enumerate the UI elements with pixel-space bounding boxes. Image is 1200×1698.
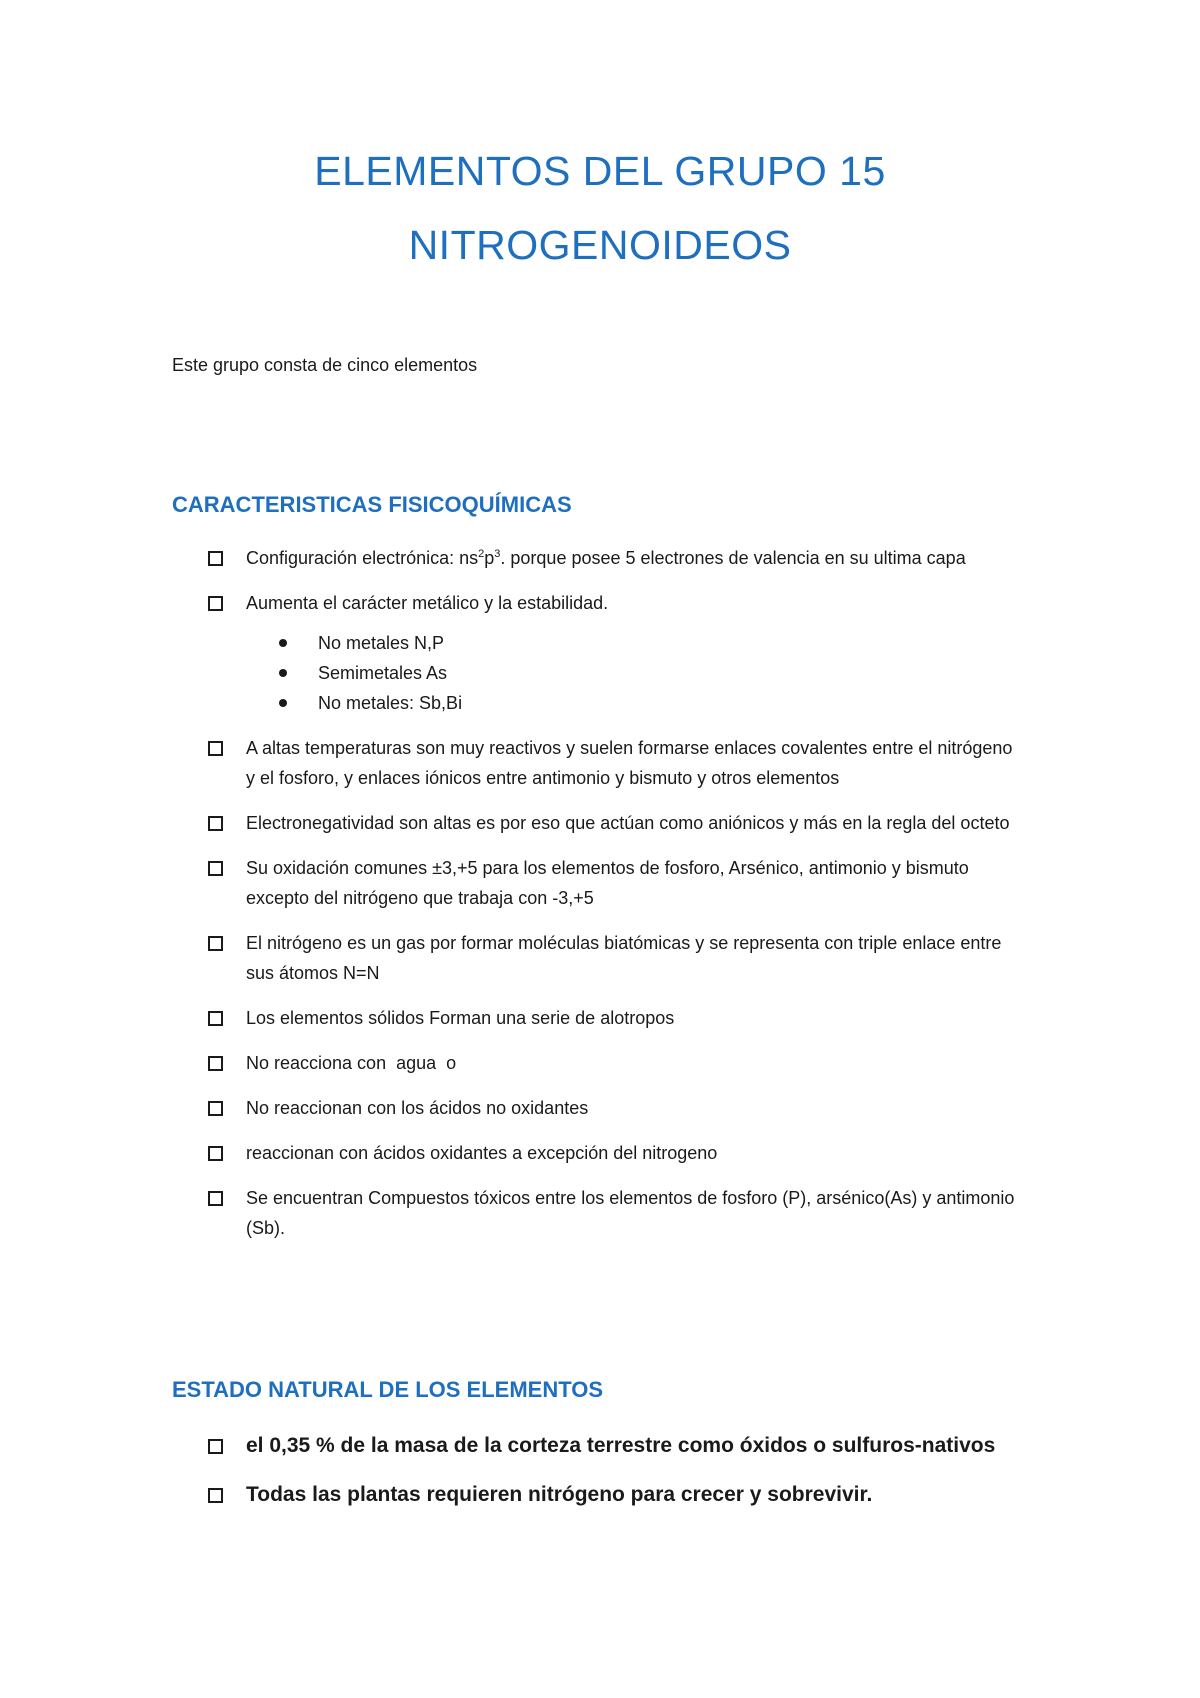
checklist-item-oxidation	[206, 853, 1026, 913]
checklist-item-text: A altas temperaturas son muy reactivos y suelen formarse enlaces covalentes entre el nitrógeno y el fosforo, y enlaces iónicos entre antimonio y bismuto y otros elementos	[246, 738, 1013, 788]
document-title-line1: ELEMENTOS DEL GRUPO 15	[314, 148, 886, 194]
checklist-item-nitrogen-gas	[206, 928, 1026, 988]
bullet-item-text: Semimetales As	[318, 663, 448, 683]
checkbox-icon	[208, 1101, 223, 1116]
checklist-item-oxidizing-acids	[206, 1138, 1026, 1168]
checklist-item-text: Todas las plantas requieren nitrógeno para crecer y sobrevivir.	[246, 1483, 873, 1506]
checkbox-icon	[208, 1191, 223, 1206]
bullet-icon	[279, 669, 287, 677]
bullet-icon	[279, 699, 287, 707]
document-title-line2: NITROGENOIDEOS	[408, 222, 792, 268]
section-heading-natural-state: ESTADO NATURAL DE LOS ELEMENTOS	[172, 1377, 604, 1402]
configuration-text-mid: p	[484, 548, 495, 568]
checklist-item-metallic-character	[206, 588, 1026, 718]
configuration-superscript-2: 3	[494, 548, 501, 560]
checklist-item-configuration	[206, 543, 1026, 573]
checklist-item-text: Electronegatividad son altas es por eso que actúan como aniónicos y más en la regla del octeto	[246, 813, 1010, 833]
checklist-item-plants	[206, 1479, 1026, 1511]
bullet-item-text: No metales: Sb,Bi	[318, 693, 463, 713]
checkbox-icon	[208, 551, 223, 566]
checkbox-icon	[208, 1056, 223, 1071]
checklist-item-text: Se encuentran Compuestos tóxicos entre los elementos de fosforo (P), arsénico(As) y antimonio (Sb).	[246, 1188, 1015, 1238]
bullet-item	[276, 688, 1026, 718]
section-heading-characteristics: CARACTERISTICAS FISICOQUÍMICAS	[172, 492, 572, 517]
checkbox-icon	[208, 861, 223, 876]
natural-state-checklist	[206, 1430, 1026, 1528]
checkbox-icon	[208, 1146, 223, 1161]
configuration-superscript-1: 2	[478, 548, 485, 560]
checklist-item-text: el 0,35 % de la masa de la corteza terrestre como óxidos o sulfuros-nativos	[246, 1434, 996, 1457]
checklist-item-crust-mass	[206, 1430, 1026, 1462]
checklist-item-text: Aumenta el carácter metálico y la estabilidad.	[246, 593, 609, 613]
checklist-item-allotropes	[206, 1003, 1026, 1033]
bullet-item	[276, 628, 1026, 658]
checkbox-icon	[208, 1439, 223, 1454]
intro-paragraph: Este grupo consta de cinco elementos	[172, 355, 478, 375]
checkbox-icon	[208, 936, 223, 951]
bullet-item	[276, 658, 1026, 688]
checklist-item-non-oxidizing-acids	[206, 1093, 1026, 1123]
checklist-item-electronegativity	[206, 808, 1026, 838]
characteristics-checklist	[206, 543, 1026, 1258]
checklist-item-toxic-compounds	[206, 1183, 1026, 1243]
checklist-item-text: No reaccionan con los ácidos no oxidantes	[246, 1098, 589, 1118]
checklist-item-reactivity	[206, 733, 1026, 793]
checklist-item-text: Los elementos sólidos Forman una serie de alotropos	[246, 1008, 675, 1028]
checklist-item-text: El nitrógeno es un gas por formar moléculas biatómicas y se representa con triple enlace entre sus átomos N=N	[246, 933, 1002, 983]
checkbox-icon	[208, 741, 223, 756]
checklist-item-text: reaccionan con ácidos oxidantes a excepción del nitrogeno	[246, 1143, 718, 1163]
configuration-text-after: . porque posee 5 electrones de valencia en su ultima capa	[500, 548, 966, 568]
checklist-item-text: No reacciona con agua o	[246, 1053, 457, 1073]
metal-classification-list	[276, 628, 1026, 718]
checklist-item-water	[206, 1048, 1026, 1078]
checkbox-icon	[208, 1011, 223, 1026]
checkbox-icon	[208, 596, 223, 611]
checkbox-icon	[208, 1488, 223, 1503]
bullet-icon	[279, 639, 287, 647]
bullet-item-text: No metales N,P	[318, 633, 445, 653]
checkbox-icon	[208, 816, 223, 831]
checklist-item-text: Su oxidación comunes ±3,+5 para los elementos de fosforo, Arsénico, antimonio y bismuto excepto del nitrógeno que trabaja con -3,+5	[246, 858, 969, 908]
configuration-text-before: Configuración electrónica: ns	[246, 548, 479, 568]
